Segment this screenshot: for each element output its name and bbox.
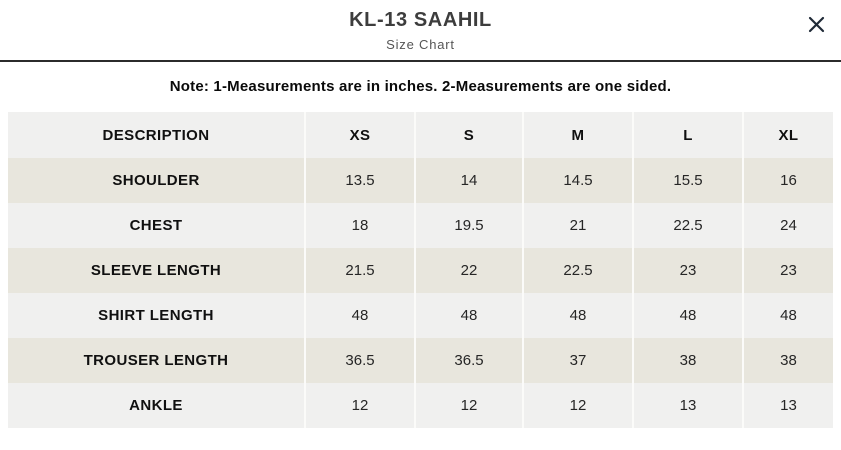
table-header-row [8,112,833,158]
row-label: SHIRT LENGTH [98,307,214,324]
measurement-cell: 13 [632,383,742,428]
table-row [8,338,833,383]
measurement-cell: 48 [632,293,742,338]
table-row [8,203,833,248]
page-title: KL-13 SAAHIL [349,9,492,31]
column-header-m: M [522,112,632,158]
measurement-cell: 48 [742,293,833,338]
modal-subtitle: Size Chart [386,37,455,52]
column-header-description: DESCRIPTION [102,126,210,144]
measurement-cell: 36.5 [414,338,522,383]
measurement-cell: 23 [632,248,742,293]
measurement-cell: 12 [522,383,632,428]
row-label: TROUSER LENGTH [83,352,229,369]
measurement-cell: 38 [742,338,833,383]
close-icon [808,16,825,33]
measurement-cell: 12 [414,383,522,428]
measurement-cell: 12 [304,383,414,428]
row-label: ANKLE [129,397,183,414]
measurement-cell: 21 [522,203,632,248]
column-header-xl: XL [742,112,833,158]
measurement-cell: 22.5 [632,203,742,248]
row-label: CHEST [129,217,183,234]
measurement-cell: 16 [742,158,833,203]
measurement-cell: 14 [414,158,522,203]
table-row [8,293,833,338]
measurement-cell: 14.5 [522,158,632,203]
column-header-l: L [632,112,742,158]
measurement-cell: 18 [304,203,414,248]
table-row [8,248,833,293]
modal-header [0,0,841,62]
size-table-body [8,158,833,428]
size-chart-table [8,112,833,428]
row-label: SLEEVE LENGTH [90,262,222,279]
measurement-cell: 48 [304,293,414,338]
measurement-note: Note: 1-Measurements are in inches. 2-Measurements are one sided. [169,78,672,95]
close-button[interactable] [804,12,828,36]
table-row [8,158,833,203]
measurement-cell: 36.5 [304,338,414,383]
measurement-cell: 13 [742,383,833,428]
measurement-cell: 22.5 [522,248,632,293]
column-header-xs: XS [304,112,414,158]
measurement-cell: 19.5 [414,203,522,248]
measurement-cell: 13.5 [304,158,414,203]
measurement-cell: 48 [414,293,522,338]
measurement-cell: 21.5 [304,248,414,293]
measurement-cell: 38 [632,338,742,383]
measurement-cell: 15.5 [632,158,742,203]
row-label: SHOULDER [112,172,200,189]
column-header-s: S [414,112,522,158]
measurement-cell: 24 [742,203,833,248]
measurement-cell: 22 [414,248,522,293]
measurement-cell: 23 [742,248,833,293]
measurement-cell: 48 [522,293,632,338]
measurement-cell: 37 [522,338,632,383]
table-row [8,383,833,428]
